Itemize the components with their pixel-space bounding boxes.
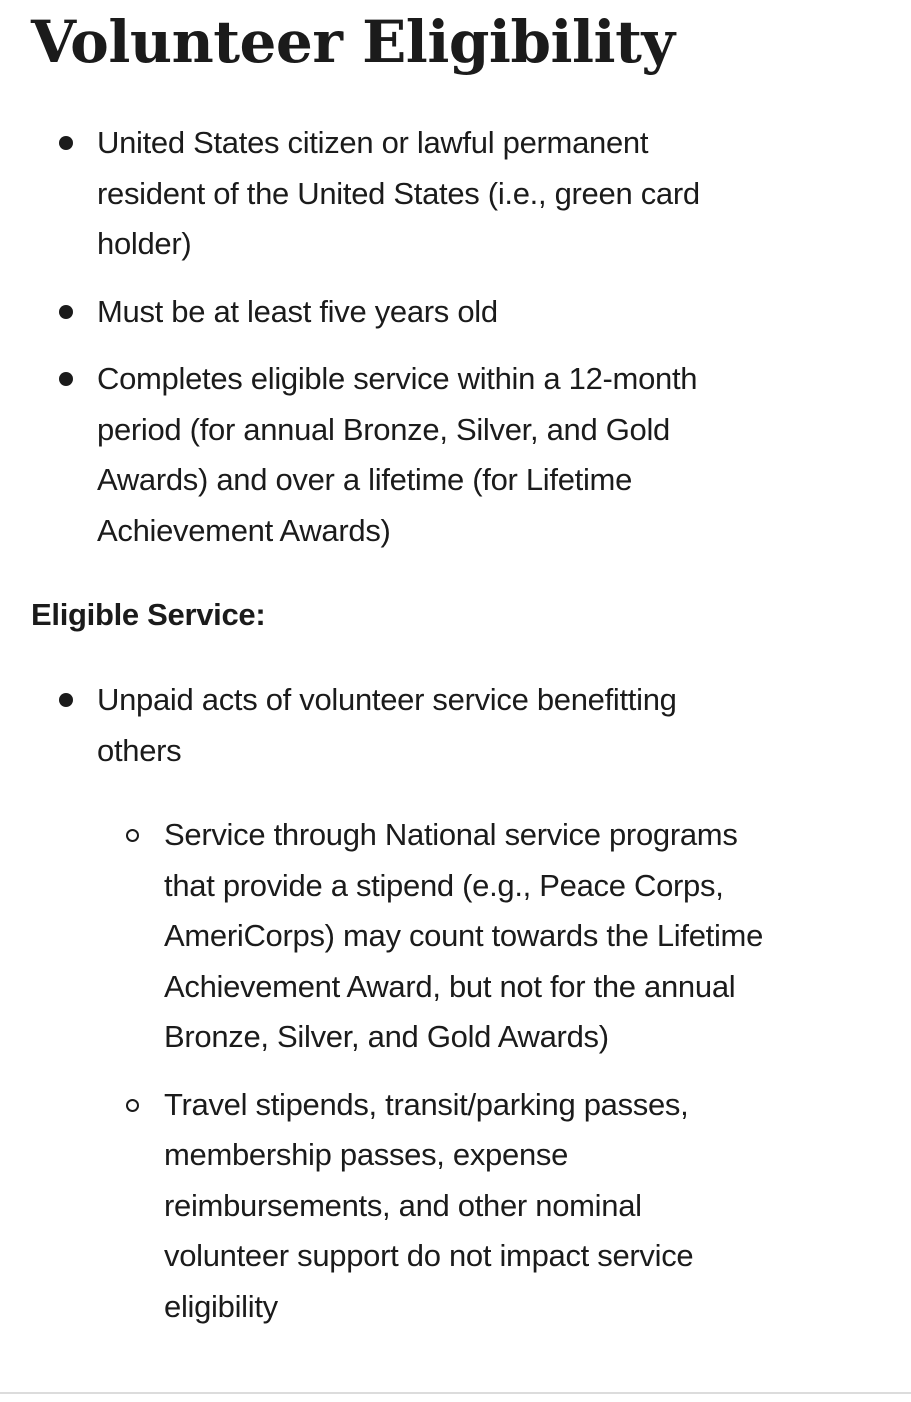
bullet-icon [59,305,73,319]
service-text: Unpaid acts of volunteer service benefitting others [97,682,677,768]
eligible-service-heading: Eligible Service: [31,597,266,632]
list-item [97,118,757,270]
requirement-text: Must be at least five years old [97,293,498,329]
page-title: Volunteer Eligibility [31,8,675,76]
hollow-bullet-icon [126,1099,139,1112]
list-item [97,354,757,556]
sub-item-text: Travel stipends, transit/parking passes, membership passes, expense reimbursements, and other nominal volunteer support do not impact service eligibility [164,1086,694,1324]
bullet-icon [59,136,73,150]
sub-item-text: Service through National service programs that provide a stipend (e.g., Peace Corps, AmeriCorps) may count towards the Lifetime Achievement Award, but not for the annual Bronze, Silver, and Gold Awards) [164,817,764,1054]
bottom-divider [0,1392,911,1394]
sub-list-item [164,810,764,1063]
bullet-icon [59,693,73,707]
list-item [97,675,757,776]
eligible-service-sublist [164,810,764,1332]
requirement-text: United States citizen or lawful permanent resident of the United States (i.e., green card holder) [97,125,700,261]
list-item [97,287,757,338]
requirement-text: Completes eligible service within a 12-month period (for annual Bronze, Silver, and Gold Awards) and over a lifetime (for Lifetime Achievement Awards) [97,361,698,548]
sub-list-item [164,1080,764,1333]
eligible-service-list [97,675,757,776]
requirements-list [97,118,757,556]
hollow-bullet-icon [126,829,139,842]
bullet-icon [59,372,73,386]
